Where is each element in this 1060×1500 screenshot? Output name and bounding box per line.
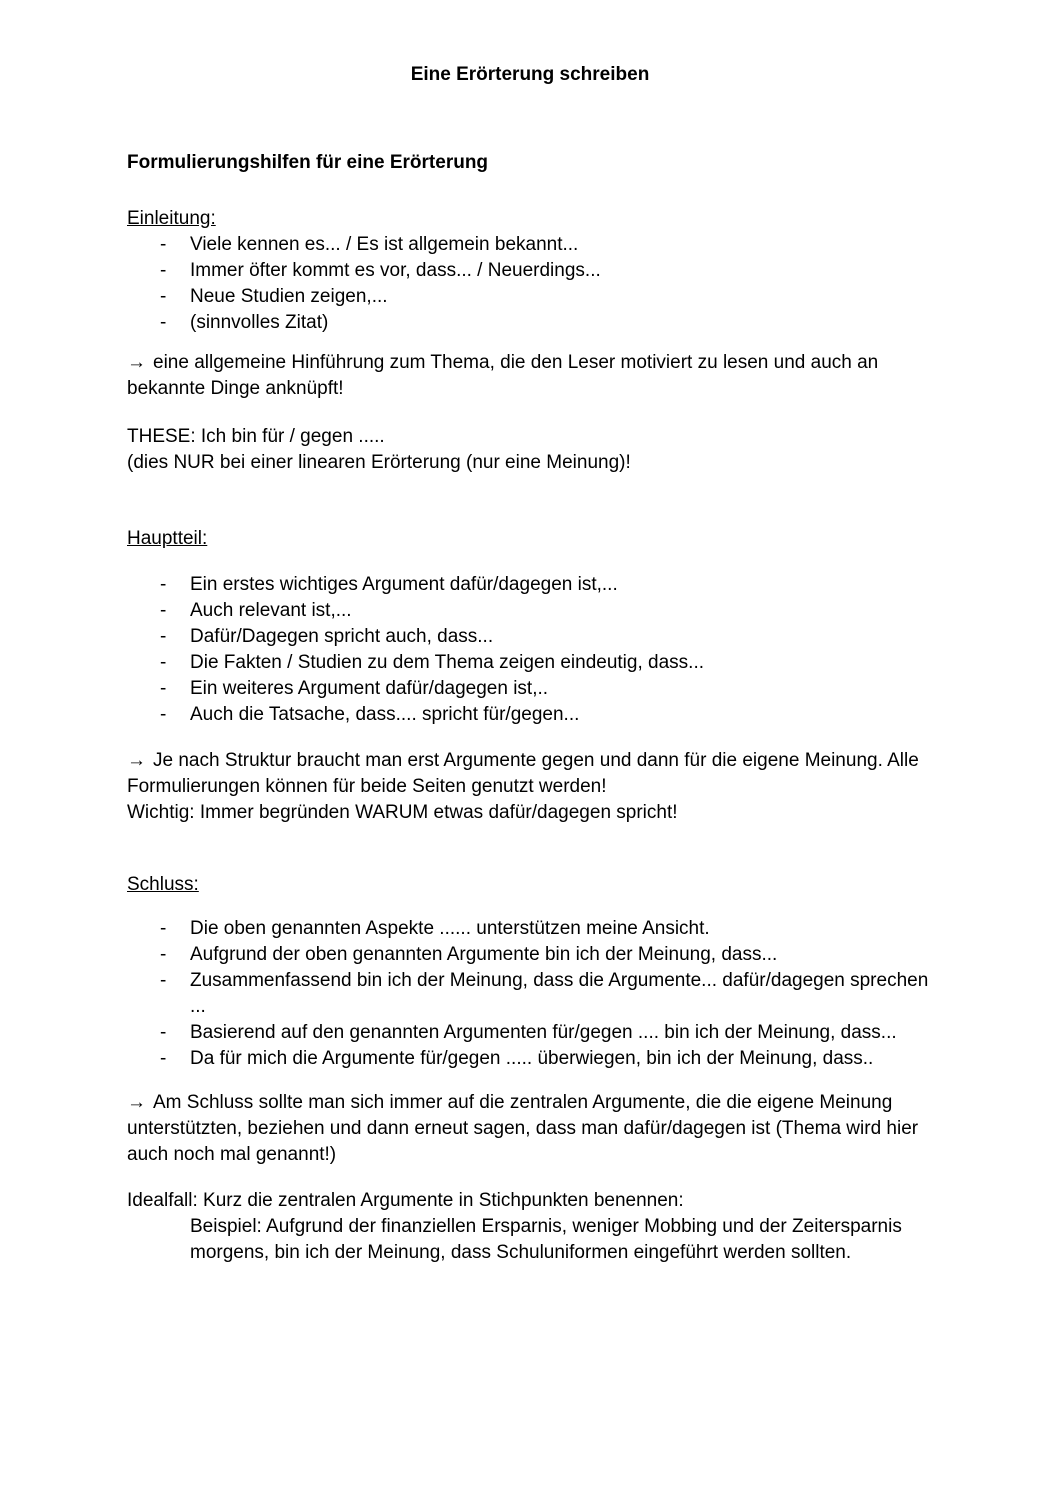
hauptteil-note-paragraph [127, 748, 933, 800]
bullet-dash-marker: - [160, 704, 167, 725]
einleitung-header: Einleitung: [127, 208, 216, 229]
list-item [127, 1046, 933, 1072]
bullet-dash-marker: - [160, 626, 167, 647]
bullet-dash-marker: - [160, 312, 167, 333]
list-item-text: (sinnvolles Zitat) [190, 312, 329, 333]
these-line: THESE: Ich bin für / gegen ..... [127, 426, 385, 447]
list-item [127, 916, 933, 942]
list-item [127, 572, 933, 598]
list-item-text: Neue Studien zeigen,... [190, 286, 388, 307]
list-item-text: Ein erstes wichtiges Argument dafür/dagegen ist,... [190, 574, 618, 595]
bullet-dash-marker: - [160, 234, 167, 255]
bullet-dash-marker: - [160, 1048, 167, 1069]
list-item-text: Zusammenfassend bin ich der Meinung, dass die Argumente... dafür/dagegen sprechen ... [190, 970, 929, 1017]
list-item-text: Viele kennen es... / Es ist allgemein bekannt... [190, 234, 579, 255]
list-item-text: Aufgrund der oben genannten Argumente bin ich der Meinung, dass... [190, 944, 778, 965]
schluss-bullet-list [127, 916, 933, 1072]
bullet-dash-marker: - [160, 652, 167, 673]
einleitung-note [127, 350, 933, 402]
these-note-line: (dies NUR bei einer linearen Erörterung (nur eine Meinung)! [127, 452, 631, 473]
list-item [127, 1020, 933, 1046]
list-item [127, 968, 933, 1020]
bullet-dash-marker: - [160, 286, 167, 307]
hauptteil-note-text: Je nach Struktur braucht man erst Argumente gegen und dann für die eigene Meinung. Alle Formulierungen können für beide Seiten genutzt werden! [127, 750, 919, 797]
formulation-aids-heading: Formulierungshilfen für eine Erörterung [127, 152, 489, 173]
bullet-dash-marker: - [160, 678, 167, 699]
list-item-text: Dafür/Dagegen spricht auch, dass... [190, 626, 494, 647]
list-item-text: Die oben genannten Aspekte ...... unterstützen meine Ansicht. [190, 918, 710, 939]
right-arrow-icon: → [127, 352, 146, 373]
these-block [127, 424, 933, 476]
bullet-dash-marker: - [160, 574, 167, 595]
list-item [127, 702, 933, 728]
list-item [127, 284, 933, 310]
list-item-text: Die Fakten / Studien zu dem Thema zeigen eindeutig, dass... [190, 652, 705, 673]
beispiel-paragraph: Beispiel: Aufgrund der finanziellen Ersparnis, weniger Mobbing und der Zeitersparnis morgens, bin ich der Meinung, dass Schuluniformen eingeführt werden sollten. [190, 1216, 902, 1263]
list-item [127, 258, 933, 284]
list-item-text: Immer öfter kommt es vor, dass... / Neuerdings... [190, 260, 601, 281]
list-item [127, 624, 933, 650]
schluss-note [127, 1090, 933, 1168]
schluss-header: Schluss: [127, 874, 199, 895]
bullet-dash-marker: - [160, 970, 167, 991]
list-item-text: Basierend auf den genannten Argumenten für/gegen .... bin ich der Meinung, dass... [190, 1022, 897, 1043]
right-arrow-icon: → [127, 1092, 146, 1113]
list-item [127, 676, 933, 702]
einleitung-note-text: eine allgemeine Hinführung zum Thema, die den Leser motiviert zu lesen und auch an bekannte Dinge anknüpft! [127, 352, 879, 399]
hauptteil-header: Hauptteil: [127, 528, 208, 549]
document-title: Eine Erörterung schreiben [410, 64, 650, 85]
list-item [127, 310, 933, 336]
list-item-text: Da für mich die Argumente für/gegen ..... überwiegen, bin ich der Meinung, dass.. [190, 1048, 874, 1069]
bullet-dash-marker: - [160, 918, 167, 939]
list-item [127, 232, 933, 258]
bullet-dash-marker: - [160, 260, 167, 281]
idealfall-line: Idealfall: Kurz die zentralen Argumente in Stichpunkten benennen: [127, 1190, 684, 1211]
list-item-text: Ein weiteres Argument dafür/dagegen ist,.. [190, 678, 549, 699]
bullet-dash-marker: - [160, 1022, 167, 1043]
list-item-text: Auch die Tatsache, dass.... spricht für/gegen... [190, 704, 580, 725]
hauptteil-bullet-list [127, 572, 933, 728]
hauptteil-note-important-line: Wichtig: Immer begründen WARUM etwas dafür/dagegen spricht! [127, 802, 678, 823]
right-arrow-icon: → [127, 750, 146, 771]
list-item [127, 650, 933, 676]
list-item-text: Auch relevant ist,... [190, 600, 352, 621]
hauptteil-note [127, 748, 933, 826]
schluss-note-text: Am Schluss sollte man sich immer auf die zentralen Argumente, die die eigene Meinung unterstützten, beziehen und dann erneut sagen, dass man dafür/dagegen ist (Thema wird hier auch noch mal genannt!) [127, 1092, 919, 1165]
list-item [127, 598, 933, 624]
list-item [127, 942, 933, 968]
bullet-dash-marker: - [160, 600, 167, 621]
einleitung-bullet-list [127, 232, 933, 336]
bullet-dash-marker: - [160, 944, 167, 965]
